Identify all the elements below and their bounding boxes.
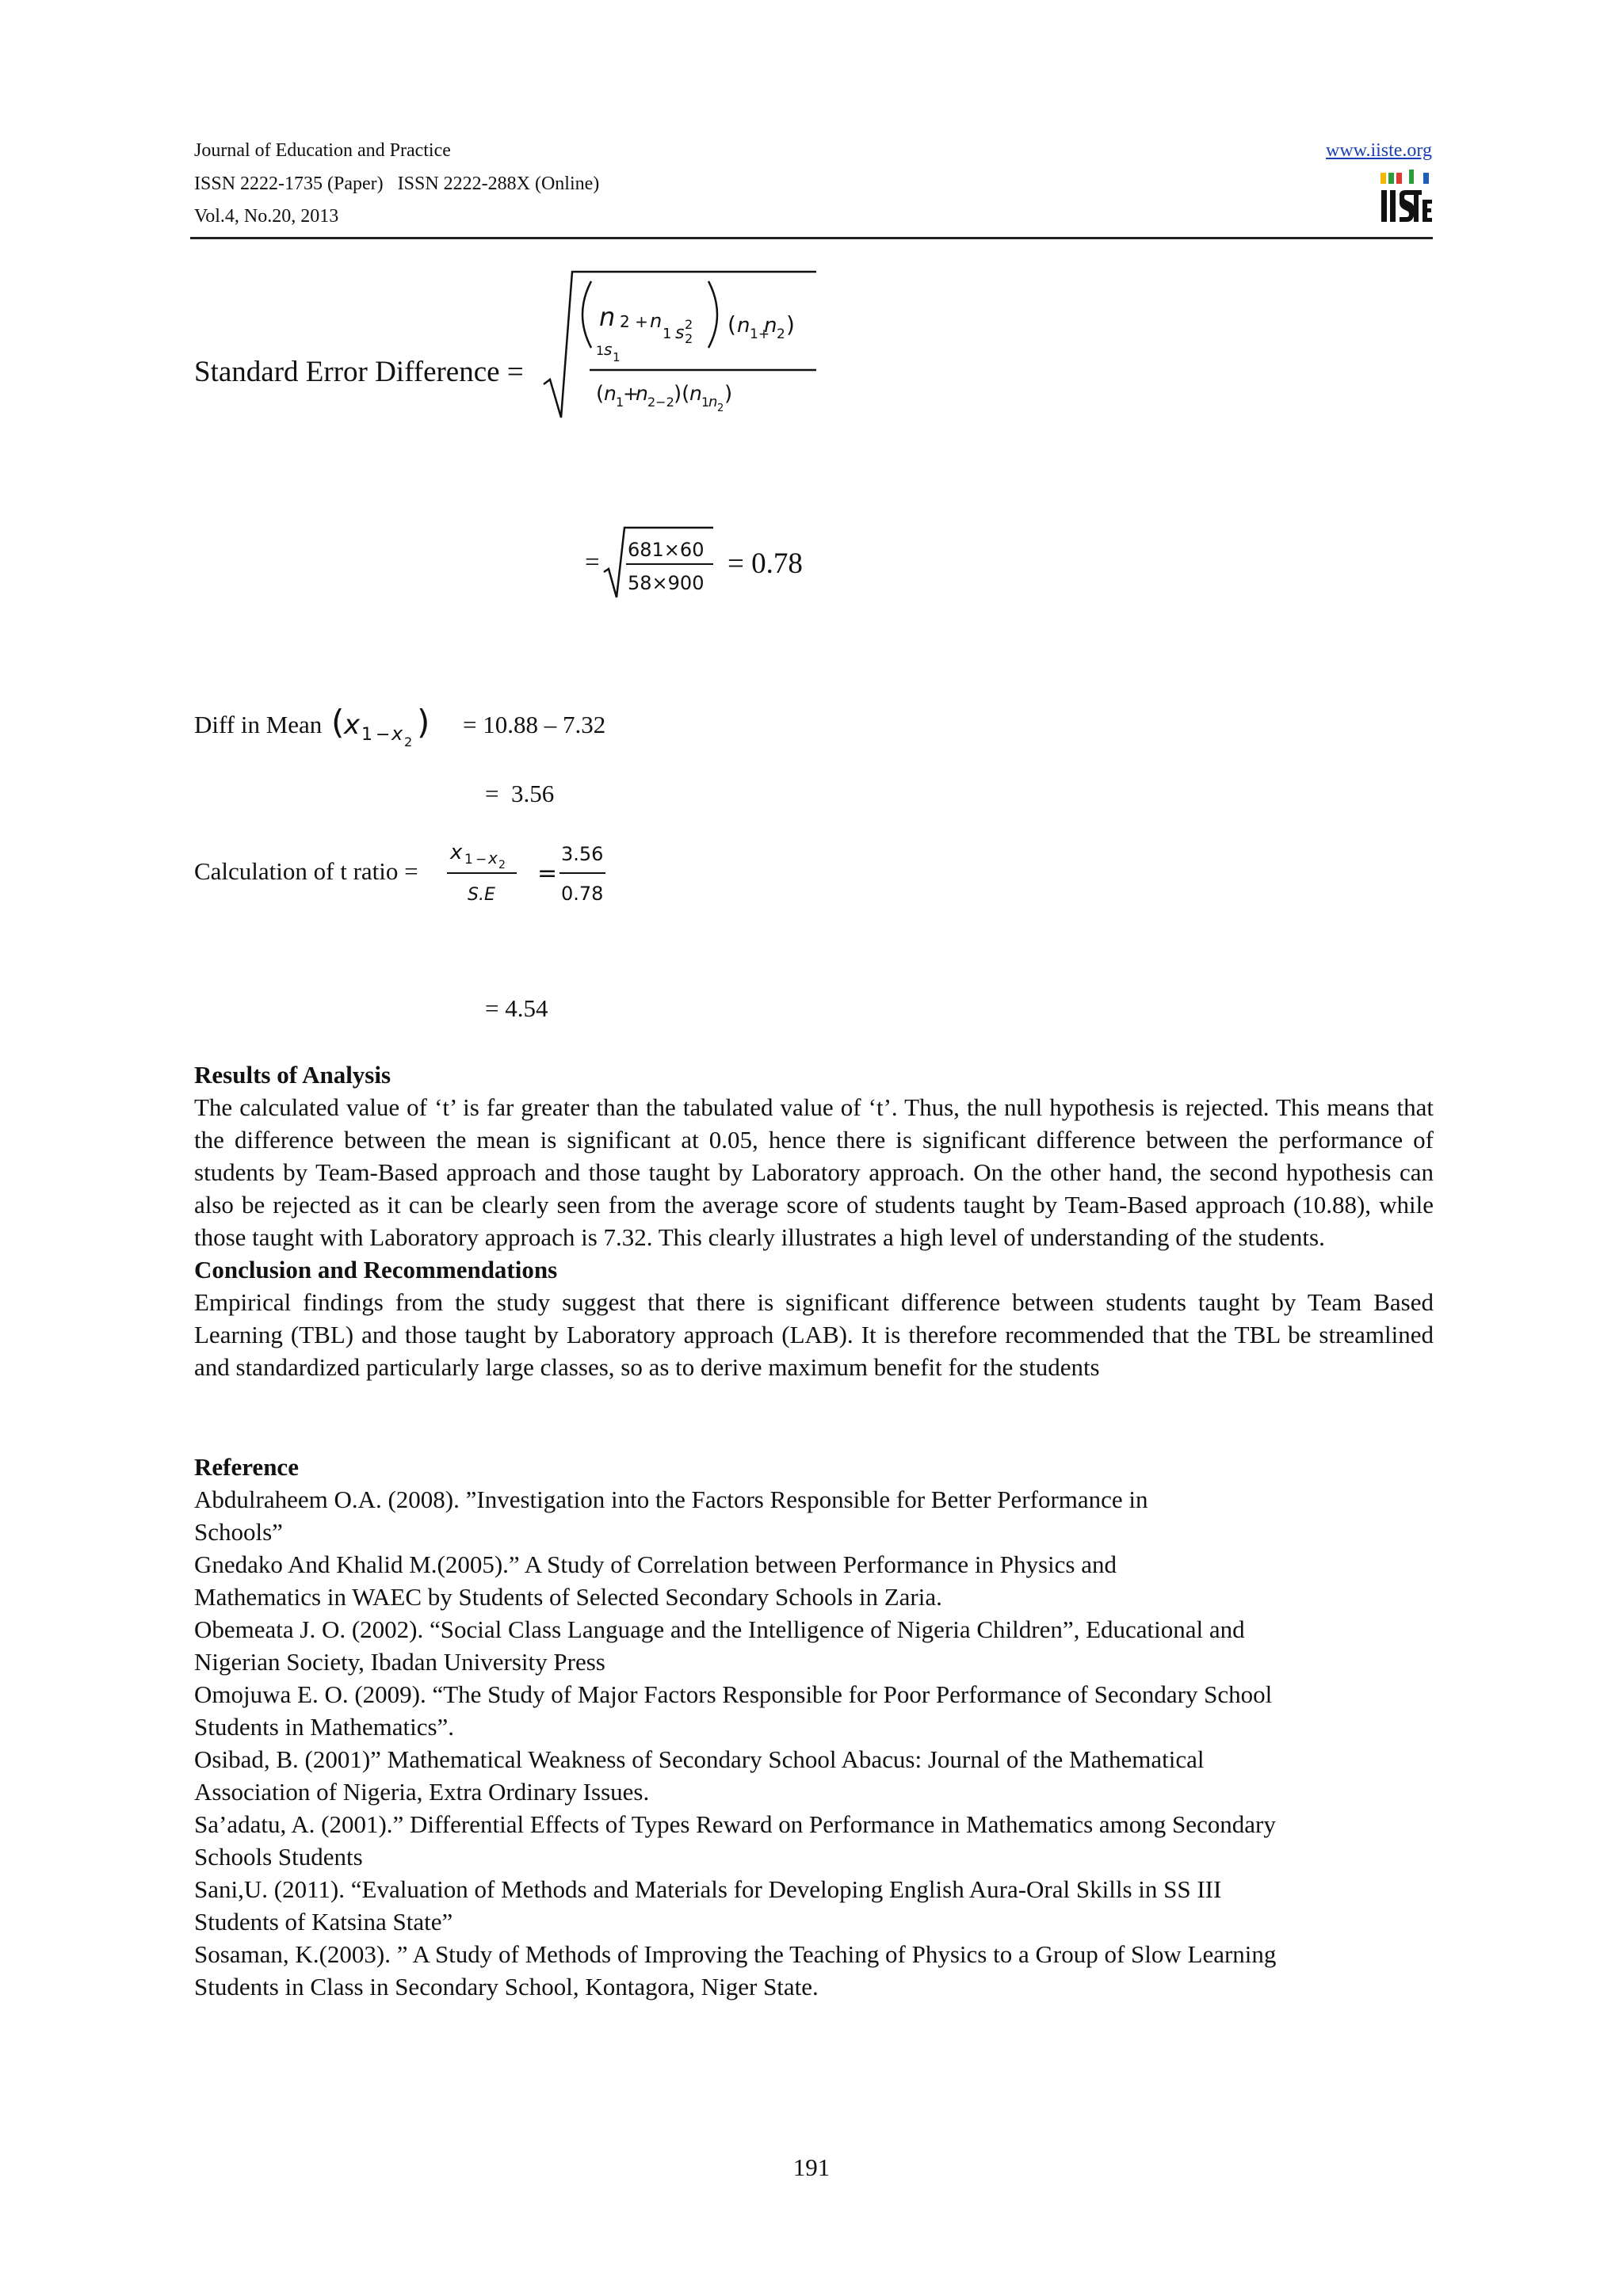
page-number: 191	[792, 2153, 831, 2181]
header-divider	[190, 237, 1433, 239]
journal-volume: Vol.4, No.20, 2013	[194, 206, 339, 227]
svg-text:x: x	[344, 709, 361, 741]
se-formula	[539, 265, 824, 424]
svg-text:x: x	[391, 723, 403, 745]
journal-url-link[interactable]: www.iiste.org	[1326, 140, 1432, 161]
reference-item: Obemeata J. O. (2002). “Social Class Language and the Intelligence of Nigeria Children”, Educational and Nigerian Society, Ibadan University Press	[194, 1615, 1245, 1676]
svg-text:1: 1	[361, 725, 372, 745]
reference-heading: Reference	[194, 1453, 299, 1481]
reference-item: Omojuwa E. O. (2009). “The Study of Major Factors Responsible for Poor Performance of Secondary School Students in Mathematics”.	[194, 1680, 1273, 1741]
journal-issn: ISSN 2222-1735 (Paper) ISSN 2222-288X (Online)	[194, 174, 600, 194]
svg-text:1: 1	[663, 326, 672, 342]
diff-symbol	[331, 697, 458, 753]
svg-text:)(: )(	[674, 382, 690, 406]
reference-item: Sa’adatu, A. (2001).” Differential Effects of Types Reward on Performance in Mathematics among Secondary Schools Students	[194, 1810, 1276, 1871]
conclusion-heading: Conclusion and Recommendations	[194, 1256, 558, 1283]
reference-item: Gnedako And Khalid M.(2005).” A Study of Correlation between Performance in Physics and Mathematics in WAEC by Students of Selected Secondary Schools in Zaria.	[194, 1550, 1117, 1611]
svg-text:2: 2	[777, 326, 785, 342]
svg-text:(: (	[596, 382, 605, 406]
svg-text:x: x	[488, 849, 498, 868]
svg-text:2−2: 2−2	[647, 395, 674, 410]
svg-text:n: n	[599, 302, 616, 332]
svg-text:2: 2	[717, 402, 724, 414]
svg-text:+: +	[623, 383, 640, 405]
svg-text:n: n	[650, 310, 663, 332]
svg-text:n: n	[604, 382, 617, 405]
reference-section	[194, 1451, 1434, 2003]
diff-result: = 3.56	[485, 780, 555, 807]
svg-text:=: =	[537, 860, 558, 887]
svg-text:(: (	[727, 311, 736, 338]
journal-name: Journal of Education and Practice	[194, 140, 451, 161]
svg-text:1: 1	[596, 343, 605, 358]
svg-text:x: x	[450, 841, 463, 864]
svg-text:(: (	[331, 703, 345, 742]
svg-text:n: n	[689, 382, 702, 405]
diff-expression: = 10.88 – 7.32	[463, 711, 606, 738]
svg-text:−: −	[376, 725, 391, 745]
se-value-equals: =	[585, 548, 600, 577]
t-ratio-label: Calculation of t ratio =	[194, 857, 418, 885]
se-value-denominator: 58×900	[628, 572, 705, 594]
svg-text:1+: 1+	[750, 326, 770, 342]
t-se-label: S.E	[468, 885, 495, 905]
svg-text:s: s	[675, 323, 685, 343]
svg-text:s: s	[604, 340, 613, 359]
svg-text:n: n	[636, 382, 648, 405]
diff-label: Diff in Mean	[194, 711, 323, 738]
svg-text:2: 2	[685, 317, 693, 332]
results-section	[194, 1058, 1434, 1383]
reference-item: Osibad, B. (2001)” Mathematical Weakness of Secondary School Abacus: Journal of the Mathematical Association of Nigeria, Extra Ordinary Issues.	[194, 1745, 1205, 1806]
results-paragraph: The calculated value of ‘t’ is far greater than the tabulated value of ‘t’. Thus, the null hypothesis is rejected. This means that the difference between the mean is significant at 0.05, hence there is significant difference between the performance of students by Team-Based approach and those taught by Laboratory approach. On the other hand, the second hypothesis can also be rejected as it can be clearly seen from the average score of students taught by Team-Based approach (10.88), while those taught with Laboratory approach is 7.32. This clearly illustrates a high level of understanding of the students.	[194, 1093, 1434, 1251]
svg-text:1: 1	[613, 350, 621, 364]
t-ratio-result: = 4.54	[485, 994, 548, 1022]
svg-text:n: n	[764, 314, 777, 338]
svg-text:1: 1	[464, 852, 473, 868]
svg-text:2: 2	[685, 331, 693, 346]
se-value-formula	[602, 523, 729, 602]
reference-item: Sani,U. (2011). “Evaluation of Methods and Materials for Developing English Aura-Oral Skills in SS III Students of Katsina State”	[194, 1875, 1222, 1936]
svg-text:): )	[417, 703, 430, 742]
svg-text:1: 1	[701, 395, 710, 410]
svg-text:2: 2	[404, 734, 413, 749]
svg-text:2: 2	[498, 859, 506, 871]
reference-item: Abdulraheem O.A. (2008). ”Investigation into the Factors Responsible for Better Performance in Schools”	[194, 1486, 1148, 1546]
svg-text:): )	[786, 311, 795, 338]
svg-text:): )	[724, 382, 733, 406]
results-heading: Results of Analysis	[194, 1061, 391, 1089]
svg-text:n: n	[708, 394, 718, 410]
svg-text:−: −	[475, 852, 487, 868]
t-denominator-value: 0.78	[561, 883, 604, 905]
reference-item: Sosaman, K.(2003). ” A Study of Methods of Improving the Teaching of Physics to a Group of Slow Learning Students in Class in Secondary School, Kontagora, Niger State.	[194, 1940, 1277, 2000]
se-value-numerator: 681×60	[628, 539, 705, 561]
svg-text:1: 1	[616, 395, 624, 410]
iiste-logo	[1379, 168, 1433, 225]
svg-text:n: n	[737, 314, 750, 338]
t-numerator-value: 3.56	[561, 843, 604, 865]
svg-text:2 +: 2 +	[620, 312, 648, 331]
se-result: = 0.78	[727, 547, 803, 580]
conclusion-paragraph: Empirical findings from the study suggest that there is significant difference between students taught by Team Based Learning (TBL) and those taught by Laboratory approach (LAB). It is therefore recommended that the TBL be streamlined and standardized particularly large classes, so as to derive maximum benefit for the students	[194, 1288, 1434, 1381]
se-label: Standard Error Difference =	[194, 356, 524, 388]
t-ratio-formula	[444, 832, 610, 911]
